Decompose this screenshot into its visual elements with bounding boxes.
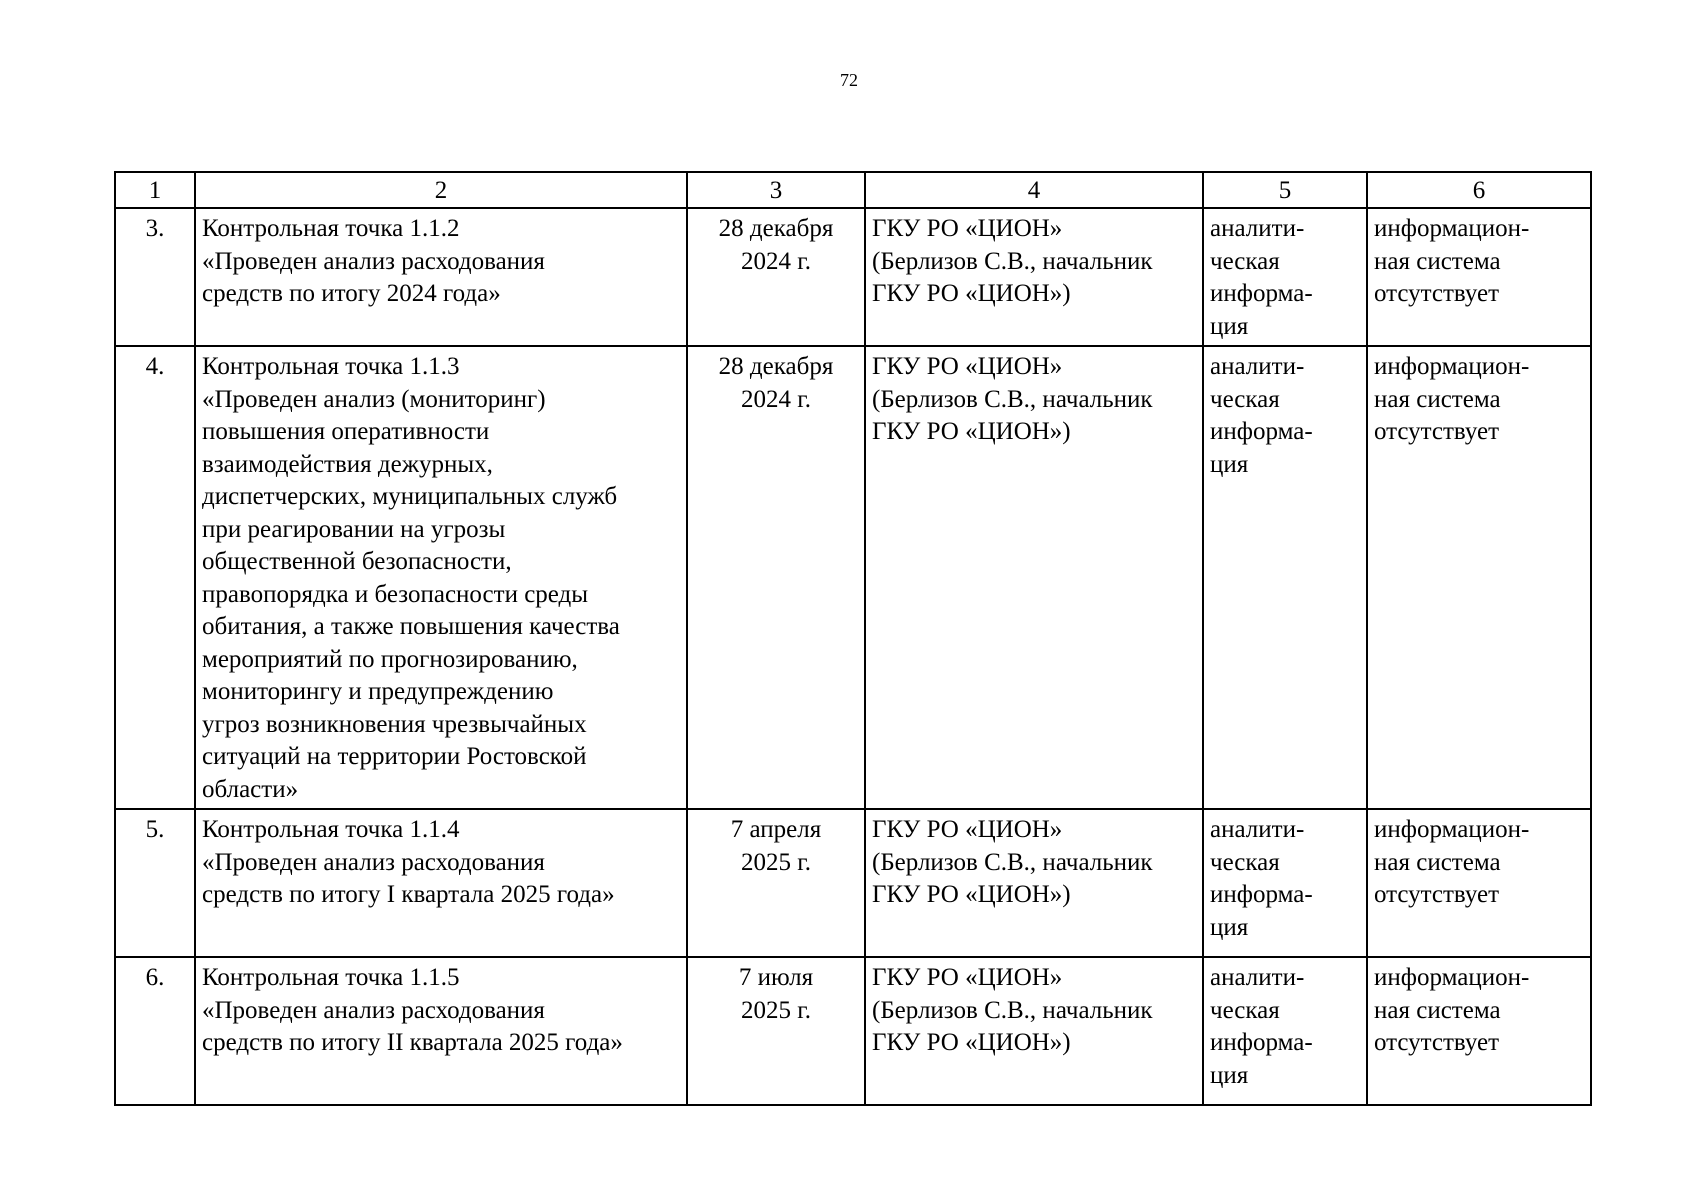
- information-system: информацион- ная система отсутствует: [1367, 957, 1591, 1105]
- confirming-document: аналити- ческая информа- ция: [1203, 208, 1367, 346]
- control-point-description: Контрольная точка 1.1.4 «Проведен анализ расходования средств по итогу I квартала 2025 года»: [195, 809, 687, 957]
- column-header: 5: [1203, 172, 1367, 208]
- control-point-description: Контрольная точка 1.1.5 «Проведен анализ расходования средств по итогу II квартала 2025 года»: [195, 957, 687, 1105]
- table-row: [115, 957, 1591, 1105]
- row-number: 5.: [115, 809, 195, 957]
- control-point-description: Контрольная точка 1.1.2 «Проведен анализ расходования средств по итогу 2024 года»: [195, 208, 687, 346]
- deadline-date: 28 декабря 2024 г.: [687, 346, 865, 809]
- table-header-row: [115, 172, 1591, 208]
- confirming-document: аналити- ческая информа- ция: [1203, 809, 1367, 957]
- table-row: [115, 208, 1591, 346]
- information-system: информацион- ная система отсутствует: [1367, 208, 1591, 346]
- responsible-executor: ГКУ РО «ЦИОН» (Берлизов С.В., начальник ГКУ РО «ЦИОН»): [865, 208, 1203, 346]
- row-number: 6.: [115, 957, 195, 1105]
- table-row: [115, 809, 1591, 957]
- row-number: 4.: [115, 346, 195, 809]
- column-header: 6: [1367, 172, 1591, 208]
- responsible-executor: ГКУ РО «ЦИОН» (Берлизов С.В., начальник ГКУ РО «ЦИОН»): [865, 957, 1203, 1105]
- column-header: 4: [865, 172, 1203, 208]
- table-row: [115, 346, 1591, 809]
- column-header: 2: [195, 172, 687, 208]
- information-system: информацион- ная система отсутствует: [1367, 346, 1591, 809]
- column-header: 1: [115, 172, 195, 208]
- deadline-date: 28 декабря 2024 г.: [687, 208, 865, 346]
- responsible-executor: ГКУ РО «ЦИОН» (Берлизов С.В., начальник ГКУ РО «ЦИОН»): [865, 346, 1203, 809]
- column-header: 3: [687, 172, 865, 208]
- page-number: 72: [840, 70, 858, 90]
- control-points-table: [114, 171, 1592, 1106]
- deadline-date: 7 июля 2025 г.: [687, 957, 865, 1105]
- row-number: 3.: [115, 208, 195, 346]
- control-point-description: Контрольная точка 1.1.3 «Проведен анализ (мониторинг) повышения оперативности взаимодействия дежурных, диспетчерских, муниципальных служб при реагировании на угрозы общественной безопасности, правопорядка и безопасности среды обитания, а также повышения качества мероприятий по прогнозированию, мониторингу и предупреждению угроз возникновения чрезвычайных ситуаций на территории Ростовской области»: [195, 346, 687, 809]
- responsible-executor: ГКУ РО «ЦИОН» (Берлизов С.В., начальник ГКУ РО «ЦИОН»): [865, 809, 1203, 957]
- information-system: информацион- ная система отсутствует: [1367, 809, 1591, 957]
- deadline-date: 7 апреля 2025 г.: [687, 809, 865, 957]
- confirming-document: аналити- ческая информа- ция: [1203, 957, 1367, 1105]
- confirming-document: аналити- ческая информа- ция: [1203, 346, 1367, 809]
